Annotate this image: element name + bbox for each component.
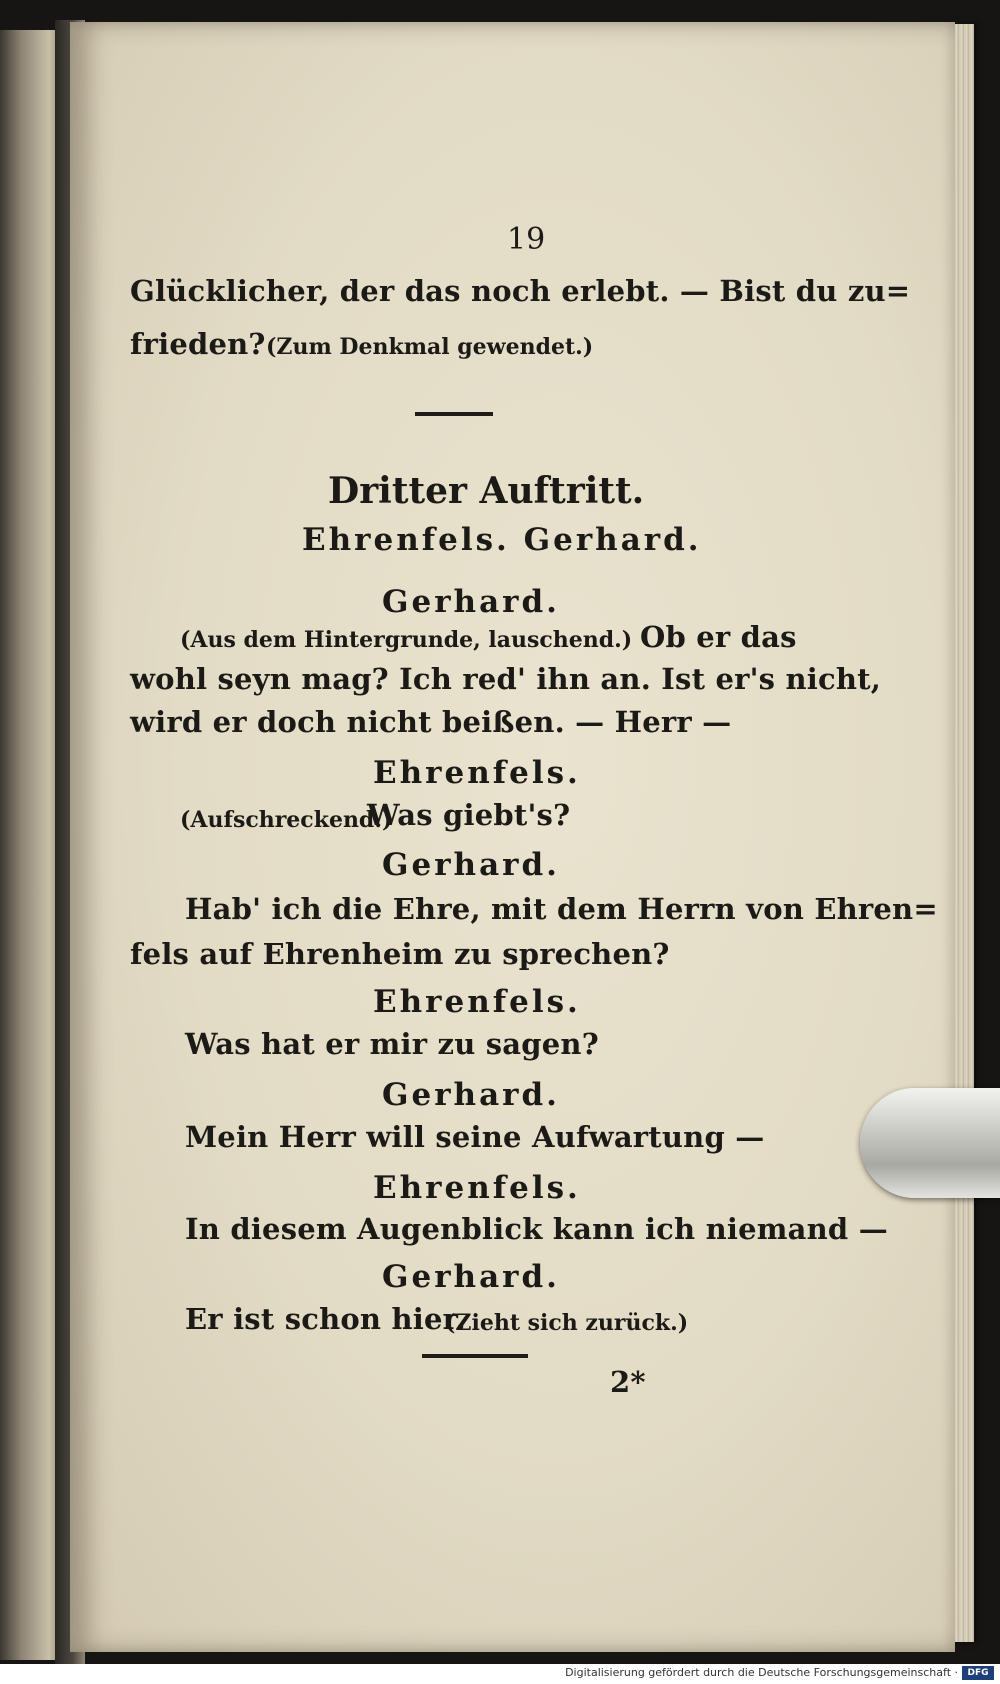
- dfg-logo: DFG: [962, 1666, 994, 1680]
- text-line: Ob er das: [640, 620, 797, 654]
- stage-direction: (Aufschreckend.): [180, 807, 393, 833]
- speaker-name: Gerhard.: [382, 584, 560, 620]
- funding-notice: Digitalisierung gefördert durch die Deutsche Forschungsgemeinschaft ·: [565, 1666, 958, 1679]
- speaker-name: Ehrenfels.: [373, 984, 581, 1020]
- text-line: frieden?: [130, 327, 266, 361]
- speaker-name: Gerhard.: [382, 1077, 560, 1113]
- text-line: Glücklicher, der das noch erlebt. — Bist du zu=: [130, 274, 911, 308]
- text-line: Mein Herr will seine Aufwartung —: [185, 1120, 765, 1154]
- stage-direction: (Zieht sich zurück.): [445, 1310, 689, 1336]
- page-turn-tab[interactable]: [860, 1088, 1000, 1198]
- persons-list: Ehrenfels. Gerhard.: [302, 522, 702, 558]
- text-line: fels auf Ehrenheim zu sprechen?: [130, 937, 670, 971]
- stage-direction: (Aus dem Hintergrunde, lauschend.): [180, 627, 633, 653]
- end-rule: [422, 1354, 528, 1358]
- section-rule: [415, 412, 493, 416]
- speaker-name: Ehrenfels.: [373, 755, 581, 791]
- scene-heading: Dritter Auftritt.: [328, 470, 645, 512]
- signature-mark: 2*: [610, 1365, 646, 1399]
- page-number: 19: [507, 222, 546, 257]
- text-line: In diesem Augenblick kann ich niemand —: [185, 1212, 888, 1246]
- text-line: Hab' ich die Ehre, mit dem Herrn von Ehren=: [185, 892, 938, 926]
- speaker-name: Gerhard.: [382, 847, 560, 883]
- book-page: [70, 22, 955, 1652]
- text-line: wird er doch nicht beißen. — Herr —: [130, 705, 732, 739]
- text-line: Was giebt's?: [367, 798, 571, 832]
- text-line: Er ist schon hier.: [185, 1302, 466, 1336]
- text-line: Was hat er mir zu sagen?: [185, 1027, 599, 1061]
- speaker-name: Gerhard.: [382, 1259, 560, 1295]
- text-line: wohl seyn mag? Ich red' ihn an. Ist er's nicht,: [130, 662, 882, 696]
- speaker-name: Ehrenfels.: [373, 1170, 581, 1206]
- stage-direction: (Zum Denkmal gewendet.): [266, 334, 594, 360]
